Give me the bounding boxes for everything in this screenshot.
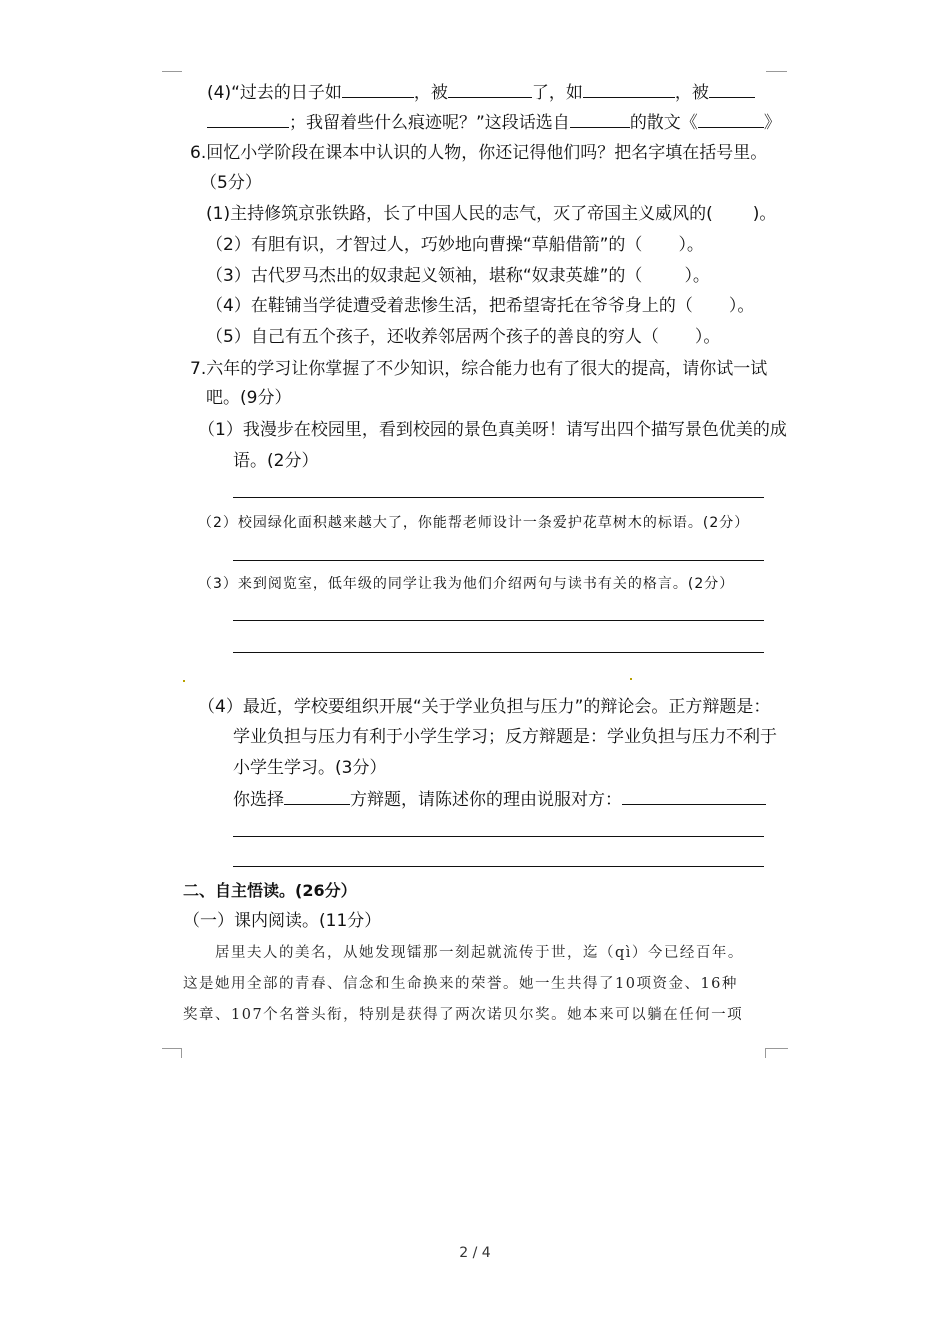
q7-part4-line4 bbox=[233, 787, 766, 812]
q5-4-text-b: ，被 bbox=[413, 83, 448, 103]
speck-left bbox=[183, 680, 185, 682]
crop-mark-bottom-right bbox=[765, 1048, 788, 1058]
answer-line-3[interactable] bbox=[233, 620, 764, 621]
answer-line-4[interactable] bbox=[233, 652, 764, 653]
q5-4-blank-7[interactable] bbox=[698, 110, 764, 128]
q7-part2: （2）校园绿化面积越来越大了，你能帮老师设计一条爱护花草树木的标语。(2分） bbox=[198, 515, 750, 531]
q6-answer-2[interactable] bbox=[642, 233, 678, 250]
q7-title: 7.六年的学习让你掌握了不少知识，综合能力也有了很大的提高，请你试一试 bbox=[190, 359, 768, 379]
q5-4-blank-5[interactable] bbox=[207, 110, 289, 128]
section2-title: 二、自主悟读。(26分） bbox=[183, 881, 357, 900]
answer-line-6[interactable] bbox=[233, 866, 764, 867]
q7-part4-line3: 小学生学习。(3分） bbox=[233, 758, 387, 778]
q7-title-cont: 吧。(9分） bbox=[206, 388, 292, 408]
q5-4-text-c: 了，如 bbox=[531, 83, 583, 103]
page-number: 2 / 4 bbox=[459, 1245, 491, 1261]
q5-4-blank-2[interactable] bbox=[448, 80, 532, 98]
q6-answer-1[interactable] bbox=[713, 202, 753, 219]
q6-title: 6.回忆小学阶段在课本中认识的人物，你还记得他们吗？把名字填在括号里。 bbox=[190, 143, 768, 163]
q7-part4-choose-label: 你选择 bbox=[233, 790, 284, 810]
q5-4-blank-4[interactable] bbox=[709, 80, 755, 98]
q6-item-4: （4）在鞋铺当学徒遭受着悲惨生活，把希望寄托在爷爷身上的（ ）。 bbox=[206, 296, 755, 316]
section2-subtitle: （一）课内阅读。(11分） bbox=[183, 911, 382, 931]
q5-4-text-d: ，被 bbox=[674, 83, 709, 103]
reading-paragraph-line1: 居里夫人的美名，从她发现镭那一刻起就流传于世，迄（qì）今已经百年。 bbox=[215, 945, 744, 961]
q5-4-line1 bbox=[207, 80, 755, 105]
q6-item-1: (1)主持修筑京张铁路，长了中国人民的志气，灭了帝国主义威风的( )。 bbox=[206, 204, 777, 224]
reading-paragraph-line2: 这是她用全部的青春、信念和生命换来的荣誉。她一生共得了10项资金、16种 bbox=[183, 976, 738, 992]
reason-blank[interactable] bbox=[622, 787, 766, 805]
answer-line-5[interactable] bbox=[233, 836, 764, 837]
q5-4-text-e: ；我留着些什么痕迹呢？”这段话选自 bbox=[289, 113, 570, 133]
q5-4-blank-6[interactable] bbox=[570, 110, 630, 128]
crop-mark-top-right bbox=[766, 71, 787, 72]
crop-mark-bottom-left bbox=[162, 1048, 182, 1058]
q6-item-2: （2）有胆有识，才智过人，巧妙地向曹操“草船借箭”的（ ）。 bbox=[206, 235, 704, 255]
answer-line-1[interactable] bbox=[233, 497, 764, 498]
q5-4-text-f: 的散文《 bbox=[629, 113, 698, 133]
speck-right bbox=[630, 678, 632, 680]
q7-part4-argue-label: 方辩题，请陈述你的理由说服对方： bbox=[350, 790, 622, 810]
q7-part4-line1: （4）最近，学校要组织开展“关于学业负担与压力”的辩论会。正方辩题是： bbox=[198, 697, 771, 717]
q5-4-text-a: (4)“过去的日子如 bbox=[207, 83, 342, 103]
q7-part3: （3）来到阅览室，低年级的同学让我为他们介绍两句与读书有关的格言。(2分） bbox=[198, 576, 735, 592]
q6-item-3: （3）古代罗马杰出的奴隶起义领袖，堪称“奴隶英雄”的（ ）。 bbox=[206, 266, 710, 286]
q6-answer-4[interactable] bbox=[693, 294, 729, 311]
q6-score: （5分） bbox=[200, 173, 262, 193]
crop-mark-top-left bbox=[162, 71, 182, 72]
reading-paragraph-line3: 奖章、107个名誉头衔，特别是获得了两次诺贝尔奖。她本来可以躺在任何一项 bbox=[183, 1007, 744, 1023]
answer-line-2[interactable] bbox=[233, 560, 764, 561]
q5-4-blank-3[interactable] bbox=[583, 80, 675, 98]
side-choice-blank[interactable] bbox=[284, 787, 350, 805]
q5-4-line2 bbox=[207, 110, 781, 135]
q6-item-5: （5）自己有五个孩子，还收养邻居两个孩子的善良的穷人（ ）。 bbox=[206, 327, 721, 347]
q6-answer-3[interactable] bbox=[642, 264, 684, 281]
q5-4-blank-1[interactable] bbox=[342, 80, 414, 98]
q5-4-text-g: 》 bbox=[763, 113, 781, 133]
q6-answer-5[interactable] bbox=[659, 325, 695, 342]
q7-part1-line2: 语。(2分） bbox=[233, 451, 319, 471]
q7-part4-line2: 学业负担与压力有利于小学生学习；反方辩题是：学业负担与压力不利于 bbox=[233, 727, 777, 747]
q7-part1-line1: （1）我漫步在校园里，看到校园的景色真美呀！请写出四个描写景色优美的成 bbox=[198, 420, 787, 440]
